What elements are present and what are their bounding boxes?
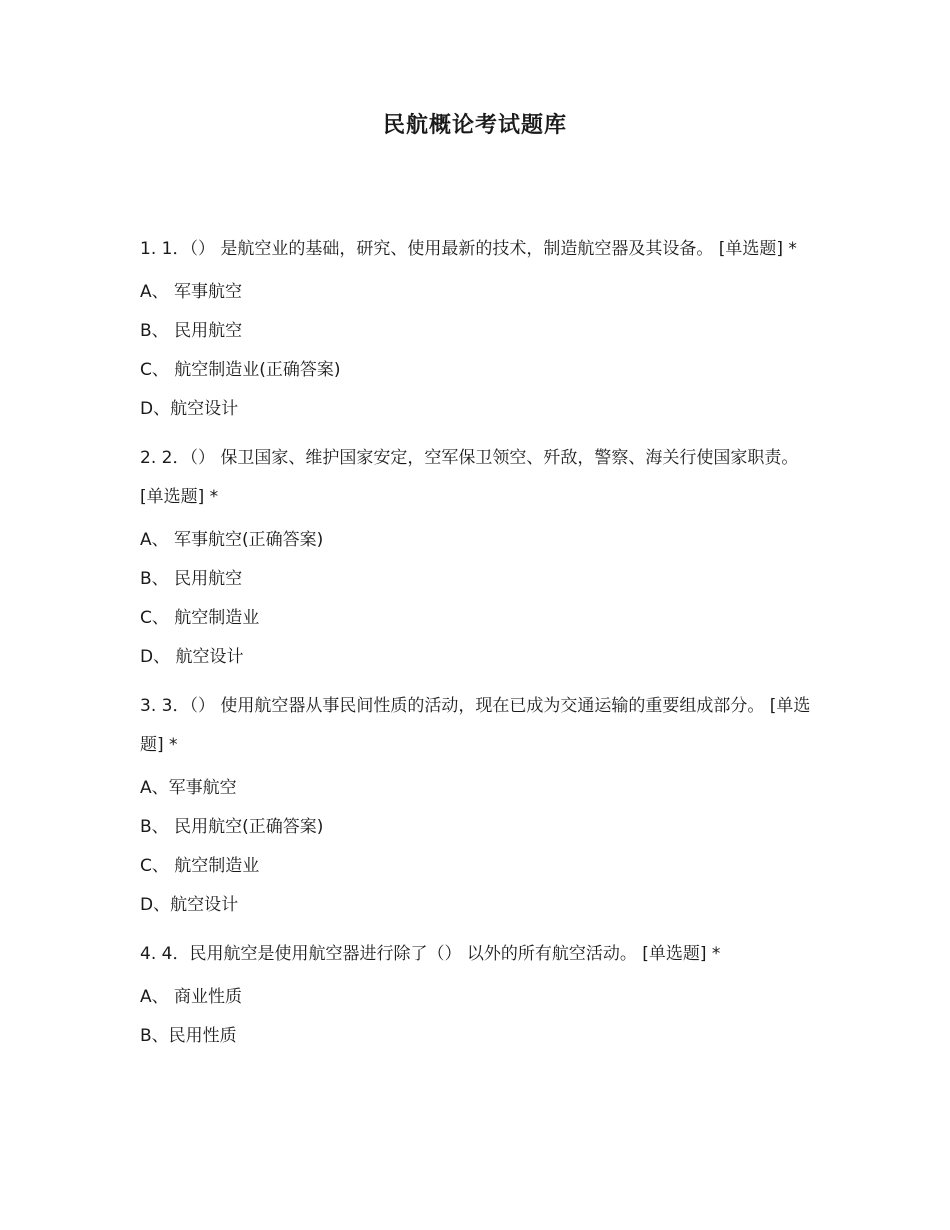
option-d: D、 航空设计 xyxy=(140,647,244,667)
option-c: C、 航空制造业 xyxy=(140,856,260,876)
option-a: A、 商业性质 xyxy=(140,987,243,1007)
document-title: 民航概论考试题库 xyxy=(382,113,567,138)
question-list xyxy=(140,230,820,1056)
option-a: A、 军事航空(正确答案) xyxy=(140,530,324,550)
question-text: 1. 1．（） 是航空业的基础，研究、使用最新的技术，制造航空器及其设备。 [单选题] * xyxy=(140,239,797,259)
question-text: 4. 4．民用航空是使用航空器进行除了（） 以外的所有航空活动。 [单选题] * xyxy=(140,944,721,964)
option-c: C、 航空制造业 xyxy=(140,608,260,628)
question-text: 2. 2．（） 保卫国家、维护国家安定，空军保卫领空、歼敌，警察、海关行使国家职责。 [单选题] * xyxy=(140,448,799,507)
question-4 xyxy=(140,935,820,1056)
option-c: C、 航空制造业(正确答案) xyxy=(140,360,341,380)
question-spacer xyxy=(140,925,820,935)
option-a: A、 军事航空 xyxy=(140,282,243,302)
option-d: D、航空设计 xyxy=(140,399,239,419)
option-b: B、 民用航空 xyxy=(140,321,243,341)
option-a: A、军事航空 xyxy=(140,778,237,798)
question-2 xyxy=(140,439,820,677)
question-1 xyxy=(140,230,820,429)
question-3 xyxy=(140,687,820,925)
option-b: B、 民用航空 xyxy=(140,569,243,589)
option-b: B、民用性质 xyxy=(140,1026,237,1046)
question-spacer xyxy=(140,677,820,687)
option-d: D、航空设计 xyxy=(140,895,239,915)
question-text: 3. 3．（） 使用航空器从事民间性质的活动，现在已成为交通运输的重要组成部分。 [单选题] * xyxy=(140,696,811,755)
option-b: B、 民用航空(正确答案) xyxy=(140,817,324,837)
question-spacer xyxy=(140,429,820,439)
